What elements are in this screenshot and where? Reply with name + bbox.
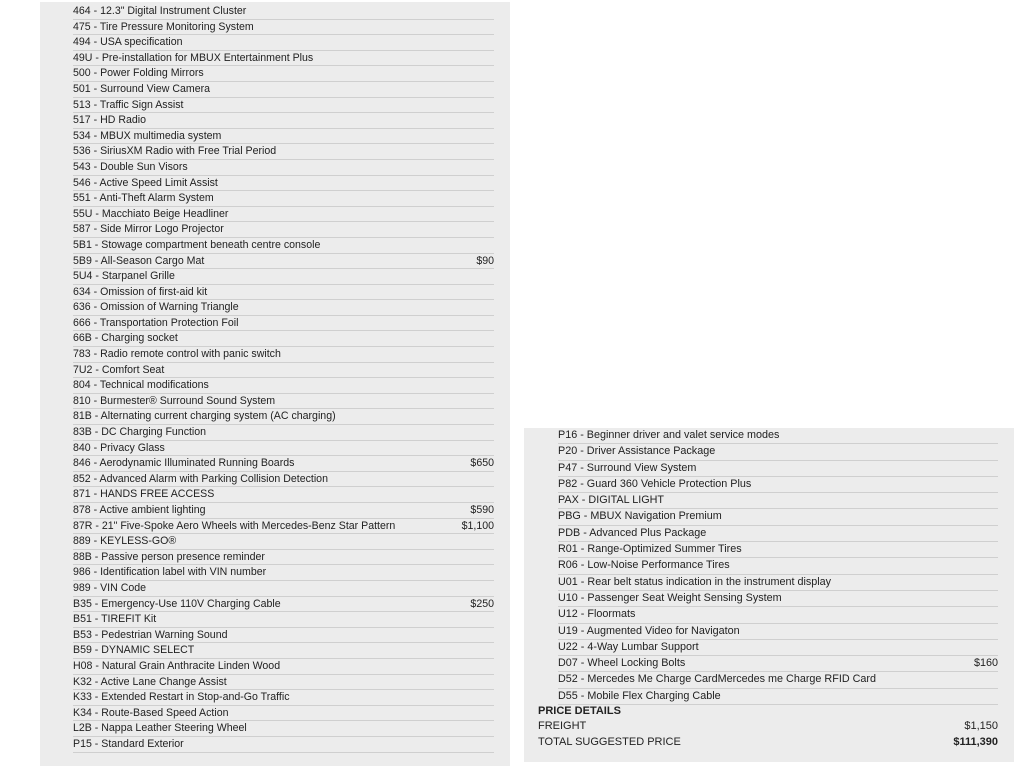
option-description: 546 - Active Speed Limit Assist [73, 176, 218, 189]
option-description: 634 - Omission of first-aid kit [73, 285, 208, 298]
option-description: P16 - Beginner driver and valet service modes [558, 429, 780, 441]
option-price: $250 [470, 597, 494, 610]
option-row [73, 316, 494, 332]
right-options-panel [524, 428, 1014, 762]
option-row [73, 129, 494, 145]
option-description: 517 - HD Radio [73, 114, 147, 127]
option-description: K32 - Active Lane Change Assist [73, 675, 227, 688]
option-description: P15 - Standard Exterior [73, 737, 184, 750]
option-row [73, 222, 494, 238]
option-row [73, 706, 494, 722]
option-row [73, 597, 494, 613]
option-description: 81B - Alternating current charging system (AC charging) [73, 410, 336, 423]
option-description: 852 - Advanced Alarm with Parking Collision Detection [73, 472, 328, 485]
option-row [73, 378, 494, 394]
option-row [73, 581, 494, 597]
option-row [73, 51, 494, 67]
option-description: 7U2 - Comfort Seat [73, 363, 165, 376]
freight-row [538, 719, 998, 735]
option-row [73, 409, 494, 425]
option-description: 49U - Pre-installation for MBUX Entertainment Plus [73, 51, 314, 64]
option-row [73, 285, 494, 301]
option-row [558, 591, 998, 607]
option-row [73, 20, 494, 36]
option-row [558, 526, 998, 542]
option-description: 66B - Charging socket [73, 332, 178, 345]
option-description: K34 - Route-Based Speed Action [73, 706, 229, 719]
option-row [73, 144, 494, 160]
option-row [73, 721, 494, 737]
option-description: 501 - Surround View Camera [73, 82, 211, 95]
option-row [558, 672, 998, 688]
price-details [538, 704, 998, 750]
option-row [73, 690, 494, 706]
option-description: 543 - Double Sun Visors [73, 160, 188, 173]
option-row [73, 66, 494, 82]
option-description: 810 - Burmester® Surround Sound System [73, 394, 276, 407]
option-row [73, 35, 494, 51]
option-description: U10 - Passenger Seat Weight Sensing System [558, 591, 782, 604]
option-description: 804 - Technical modifications [73, 379, 209, 392]
option-description: PAX - DIGITAL LIGHT [558, 494, 664, 507]
option-row [558, 493, 998, 509]
option-description: R01 - Range-Optimized Summer Tires [558, 543, 742, 556]
option-description: PDB - Advanced Plus Package [558, 526, 707, 539]
option-description: B35 - Emergency-Use 110V Charging Cable [73, 597, 281, 610]
option-row [73, 487, 494, 503]
option-description: H08 - Natural Grain Anthracite Linden Wood [73, 659, 281, 672]
left-options-list [40, 4, 510, 753]
total-label: TOTAL SUGGESTED PRICE [538, 735, 681, 748]
option-description: 636 - Omission of Warning Triangle [73, 301, 239, 314]
option-row [73, 737, 494, 753]
option-description: 986 - Identification label with VIN number [73, 566, 267, 579]
option-row [73, 519, 494, 535]
option-row [558, 689, 998, 705]
option-row [73, 176, 494, 192]
option-row [73, 441, 494, 457]
option-row [558, 656, 998, 672]
option-description: PBG - MBUX Navigation Premium [558, 510, 722, 523]
option-description: 587 - Side Mirror Logo Projector [73, 223, 224, 236]
option-description: P82 - Guard 360 Vehicle Protection Plus [558, 477, 752, 490]
freight-label: FREIGHT [538, 720, 587, 732]
option-description: L2B - Nappa Leather Steering Wheel [73, 722, 247, 735]
option-row [73, 207, 494, 223]
option-row [73, 4, 494, 20]
right-options-list [524, 428, 1014, 705]
option-description: D07 - Wheel Locking Bolts [558, 657, 686, 670]
option-row [73, 394, 494, 410]
option-row [73, 628, 494, 644]
freight-amount: $1,150 [964, 720, 998, 732]
option-description: R06 - Low-Noise Performance Tires [558, 559, 730, 572]
option-description: 475 - Tire Pressure Monitoring System [73, 20, 254, 33]
option-row [73, 238, 494, 254]
option-row [73, 425, 494, 441]
option-row [558, 624, 998, 640]
option-row [558, 575, 998, 591]
left-options-panel [40, 2, 510, 766]
price-details-heading: PRICE DETAILS [538, 705, 621, 717]
option-row [73, 98, 494, 114]
option-description: 500 - Power Folding Mirrors [73, 67, 204, 80]
option-row [73, 675, 494, 691]
total-amount: $111,390 [953, 735, 998, 748]
option-description: U22 - 4-Way Lumbar Support [558, 640, 699, 653]
option-description: 551 - Anti-Theft Alarm System [73, 192, 214, 205]
option-description: 783 - Radio remote control with panic switch [73, 348, 281, 361]
option-description: 840 - Privacy Glass [73, 441, 165, 454]
option-row [73, 113, 494, 129]
option-description: 889 - KEYLESS-GO® [73, 535, 177, 548]
option-description: 666 - Transportation Protection Foil [73, 316, 239, 329]
option-row [73, 300, 494, 316]
option-description: P20 - Driver Assistance Package [558, 445, 716, 458]
option-row [73, 472, 494, 488]
option-row [558, 477, 998, 493]
option-description: 5B9 - All-Season Cargo Mat [73, 254, 205, 267]
option-description: K33 - Extended Restart in Stop-and-Go Traffic [73, 691, 290, 704]
option-description: 513 - Traffic Sign Assist [73, 98, 184, 111]
option-row [73, 331, 494, 347]
option-row [558, 542, 998, 558]
option-description: D52 - Mercedes Me Charge CardMercedes me Charge RFID Card [558, 673, 877, 686]
option-row [73, 659, 494, 675]
option-description: 464 - 12.3" Digital Instrument Cluster [73, 5, 247, 17]
option-description: U19 - Augmented Video for Navigaton [558, 624, 740, 637]
option-row [558, 461, 998, 477]
option-description: D55 - Mobile Flex Charging Cable [558, 689, 721, 702]
option-row [73, 347, 494, 363]
option-description: 534 - MBUX multimedia system [73, 129, 222, 142]
option-row [73, 565, 494, 581]
option-description: 878 - Active ambient lighting [73, 504, 206, 516]
option-row [73, 643, 494, 659]
option-row [73, 534, 494, 550]
option-row [73, 82, 494, 98]
option-row [73, 612, 494, 628]
option-description: B53 - Pedestrian Warning Sound [73, 628, 228, 641]
option-row [73, 160, 494, 176]
option-row [558, 640, 998, 656]
option-description: P47 - Surround View System [558, 461, 697, 474]
option-description: U01 - Rear belt status indication in the instrument display [558, 575, 832, 588]
option-description: 83B - DC Charging Function [73, 426, 207, 439]
option-row [558, 607, 998, 623]
option-row [558, 509, 998, 525]
option-description: 536 - SiriusXM Radio with Free Trial Period [73, 145, 277, 158]
option-description: 871 - HANDS FREE ACCESS [73, 488, 215, 501]
option-description: 494 - USA specification [73, 36, 183, 49]
option-row [73, 254, 494, 270]
option-description: 88B - Passive person presence reminder [73, 550, 265, 563]
option-description: 55U - Macchiato Beige Headliner [73, 207, 229, 220]
option-description: B51 - TIREFIT Kit [73, 613, 157, 626]
option-row [73, 456, 494, 472]
option-price: $160 [973, 657, 998, 670]
option-row [73, 503, 494, 519]
option-price: $90 [476, 254, 494, 267]
option-row [558, 558, 998, 574]
option-description: 5U4 - Starpanel Grille [73, 270, 175, 283]
option-description: 5B1 - Stowage compartment beneath centre console [73, 238, 321, 251]
option-description: U12 - Floormats [558, 608, 636, 621]
option-row [73, 269, 494, 285]
option-row [558, 428, 998, 444]
option-description: 846 - Aerodynamic Illuminated Running Boards [73, 457, 295, 470]
option-description: 989 - VIN Code [73, 581, 147, 594]
option-row [73, 191, 494, 207]
option-row [558, 444, 998, 460]
option-row [73, 550, 494, 566]
option-price: $1,100 [461, 519, 494, 532]
option-price: $650 [470, 457, 494, 470]
total-row [538, 735, 998, 751]
option-description: B59 - DYNAMIC SELECT [73, 644, 195, 657]
option-price: $590 [470, 504, 494, 516]
option-row [73, 363, 494, 379]
option-description: 87R - 21" Five-Spoke Aero Wheels with Mercedes-Benz Star Pattern [73, 519, 396, 532]
